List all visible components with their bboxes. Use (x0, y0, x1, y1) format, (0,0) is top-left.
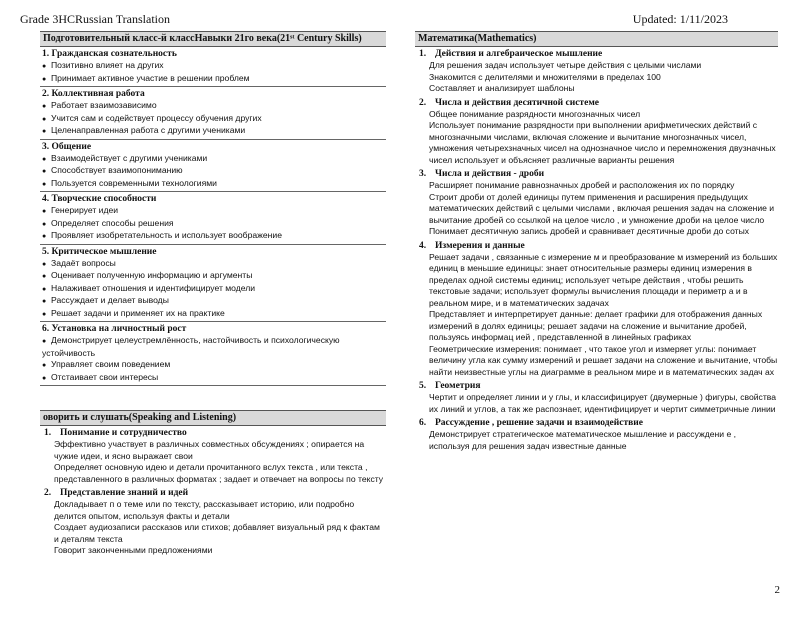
left-column (40, 31, 386, 558)
skill-item-text: Целенаправленная работа с другими учениками (51, 125, 246, 135)
bullet-icon: ● (42, 310, 47, 318)
skill-item-text: Отстаивает свои интересы (51, 371, 159, 382)
skill-group-title: 3. Общение (42, 141, 92, 152)
speaking-group-title-text: Понимание и сотрудничество (60, 428, 187, 438)
skill-item-text: Позитивно влияет на других (51, 60, 164, 70)
skill-group-title: 6. Установка на личностный рост (42, 324, 187, 334)
math-group-title (415, 240, 778, 252)
skill-group-title: 4. Творческие способности (42, 194, 157, 204)
skill-item (40, 73, 386, 86)
skill-item (40, 113, 386, 126)
math-group-title-text: Рассуждение , решение задачи и взаимодействие (435, 418, 643, 428)
skill-item (40, 335, 386, 359)
skill-item-text: Работает взаимозависимо (51, 100, 157, 110)
math-heading: Математика(Mathematics) (415, 31, 778, 47)
skill-item (40, 205, 386, 218)
math-group-number: 2. (419, 97, 427, 108)
skill-item (40, 308, 386, 321)
bullet-icon: ● (42, 208, 47, 215)
math-line: Решает задачи , связанные с измерение м и преобразование м измерений из больших единиц в меньшие единицы: знает относительные размеры единиц измерения в пределах одной системы единиц; использует четыре действия , чтобы решить текстовые задачи; использует формулы вычисления площади и периметр а и в реальном мире, и в математических задачах (429, 251, 778, 308)
math-line: Составляет и анализирует шаблоны (429, 83, 575, 93)
skill-item (40, 165, 386, 178)
math-line: Расширяет понимание равнозначных дробей и расположения их по порядку (429, 180, 735, 190)
skill-item-text: Взаимодействует с другими учениками (51, 152, 208, 163)
bullet-icon: ● (42, 75, 47, 83)
skill-item-text: Оценивает полученную информацию и аргументы (51, 270, 253, 280)
math-group-number: 3. (419, 169, 427, 179)
speaking-line: Докладывает п о теме или по тексту, рассказывает историю, или подробно делится опытом, используя факты и детали (54, 499, 355, 521)
bullet-icon: ● (42, 128, 47, 135)
bullet-icon: ● (42, 168, 47, 175)
math-group-title-text: Действия и алгебраическое мышление (435, 49, 603, 59)
speaking-group-title (40, 427, 386, 439)
math-line: Чертит и определяет линии и у глы, и классифицирует (двумерные ) фигуры, свойства их линий и углов, а так же распознает, идентифицирует и чертит симметричные линии (429, 392, 777, 414)
math-line: Для решения задач использует четыре действия с целыми числами (429, 60, 702, 70)
bullet-icon: ● (42, 362, 47, 369)
skill-group (40, 47, 386, 87)
skill-item (40, 178, 386, 191)
math-line: Понимает десятичную запись дробей и сравнивает десятичные дроби до сотых (429, 226, 750, 236)
skill-group (40, 322, 386, 386)
skill-item (40, 230, 386, 243)
bullet-icon: ● (42, 103, 47, 110)
skill-item (40, 270, 386, 283)
bullet-icon: ● (42, 220, 47, 228)
skill-item-text: Пользуется современными технологиями (51, 177, 217, 188)
speaking-group-title-text: Представление знаний и идей (60, 488, 189, 498)
skill-item-text: Управляет своим поведением (51, 359, 171, 369)
math-groups (415, 47, 778, 453)
skills-groups (40, 47, 386, 386)
bullet-icon: ● (42, 374, 47, 382)
speaking-group (40, 486, 386, 558)
header-updated-date: Updated: 1/11/2023 (632, 12, 728, 26)
skill-item-text: Определяет способы решения (51, 217, 174, 228)
skill-item-text: Принимает активное участие в решении проблем (51, 72, 250, 83)
page-number: 2 (774, 584, 780, 596)
math-group-title (415, 380, 778, 392)
right-column (415, 31, 778, 453)
math-group (415, 379, 778, 416)
skill-item (40, 359, 386, 372)
math-line: Строит дроби от долей единицы путем применения и расширения предыдущих математических действий с целыми числами , включая решения задач на сложение и вычитание дробей со ссылкой на целое число , и умножение дроби на целое число (429, 191, 775, 225)
bullet-icon: ● (42, 285, 47, 293)
skill-item (40, 283, 386, 296)
skill-group-title: 5. Критическое мышление (42, 246, 157, 257)
math-line: Демонстрирует стратегическое математическое мышление и рассуждени е , используя для решения задач известные данные (429, 429, 737, 451)
speaking-groups (40, 426, 386, 558)
math-group-title-text: Числа и действия десятичной системе (435, 97, 600, 108)
skill-item (40, 295, 386, 308)
skill-group (40, 140, 386, 193)
math-line: Общее понимание разрядности многозначных чисел (429, 108, 641, 119)
skill-group (40, 245, 386, 323)
math-group-number: 5. (419, 381, 427, 391)
math-line: Знакомится с делителями и множителями в пределах 100 (429, 71, 661, 82)
skills-heading: Подготовительный класс-й классНавыки 21го века(21ˢᵗ Century Skills) (40, 31, 386, 47)
skill-item-text: Учится сам и содействует процессу обучения других (51, 112, 262, 123)
bullet-icon: ● (42, 155, 47, 163)
math-line: Представляет и интерпретирует данные: делает графики для отображения данных измерений в долях единицы; решает задачи на сложение и вычитание дробей, пользуясь информац ией , представленной в линейных графиках (429, 309, 763, 342)
math-group (415, 167, 778, 239)
math-line: Использует понимание разрядности при выполнении арифметических действий с многозначными числами, включая сложение и вычитание многозначных чисел, умножения четырехзначных чисел на однозначное число и перемножения двузначных чисел использует и объясняет различные варианты решения (429, 120, 776, 165)
math-group (415, 96, 778, 168)
speaking-line: Говорит законченными предложениями (54, 545, 213, 555)
math-line: Геометрические измерения: понимает , что такое угол и измеряет углы: понимает величину угла как сумму измерений и решает задачи на сложение и вычитание, чтобы найти неизвестные углы на диаграмме в реальном мире и в математических задач ах (429, 343, 778, 377)
skill-item-text: Проявляет изобретательность и использует воображение (51, 230, 282, 240)
bullet-icon: ● (42, 260, 47, 268)
math-group-title-text: Геометрия (435, 381, 481, 391)
math-group-title (415, 97, 778, 109)
math-group-title (415, 417, 778, 429)
bullet-icon: ● (42, 338, 47, 345)
math-group-title-text: Измерения и данные (435, 240, 525, 251)
skill-item-text: Задаёт вопросы (51, 257, 116, 268)
speaking-line: Эффективно участвует в различных совместных обсуждениях ; опирается на чужие идеи, и ясно выражает свои (54, 439, 365, 461)
math-group-title-text: Числа и действия - дроби (435, 169, 545, 179)
skill-item-text: Демонстрирует целеустремлённость, настойчивость и психологическую устойчивость (42, 335, 340, 358)
skill-item-text: Генерирует идеи (51, 205, 119, 215)
skill-group (40, 87, 386, 140)
speaking-group (40, 426, 386, 486)
math-group (415, 47, 778, 96)
skill-item (40, 258, 386, 271)
bullet-icon: ● (42, 180, 47, 188)
math-group-title (415, 48, 778, 60)
skill-group-title: 2. Коллективная работа (42, 89, 145, 99)
skill-item-text: Способствует взаимопониманию (51, 165, 183, 175)
math-group-number: 6. (419, 418, 427, 428)
skill-item (40, 153, 386, 166)
skill-group (40, 192, 386, 245)
math-group-number: 1. (419, 49, 427, 59)
skill-item (40, 218, 386, 231)
bullet-icon: ● (42, 273, 47, 280)
bullet-icon: ● (42, 115, 47, 123)
math-group (415, 416, 778, 453)
skill-item-text: Решает задачи и применяет их на практике (51, 307, 225, 318)
math-group-number: 4. (419, 240, 427, 251)
math-group-title (415, 168, 778, 180)
bullet-icon: ● (42, 63, 47, 70)
skill-item (40, 60, 386, 73)
skill-group-title: 1. Гражданская сознательность (42, 49, 177, 59)
speaking-group-number: 1. (44, 428, 52, 438)
skill-item (40, 372, 386, 385)
speaking-group-title (40, 487, 386, 499)
skill-item (40, 125, 386, 138)
speaking-group-number: 2. (44, 488, 52, 498)
skill-item-text: Налаживает отношения и идентифицирует модели (51, 282, 256, 293)
bullet-icon: ● (42, 233, 47, 240)
header-title: Grade 3HCRussian Translation (20, 12, 170, 26)
speaking-line: Определяет основную идею и детали прочитанного вслух текста , или текста , представленного в различных форматах ; задает и отвечает на вопросы по тексту (54, 462, 384, 484)
math-group (415, 239, 778, 380)
bullet-icon: ● (42, 298, 47, 305)
skill-item-text: Рассуждает и делает выводы (51, 295, 169, 305)
speaking-line: Создает аудиозаписи рассказов или стихов; добавляет визуальный ряд к фактам и деталям текста (54, 522, 380, 544)
skill-item (40, 100, 386, 113)
speaking-heading: оворить и слушать(Speaking and Listening) (40, 410, 386, 426)
